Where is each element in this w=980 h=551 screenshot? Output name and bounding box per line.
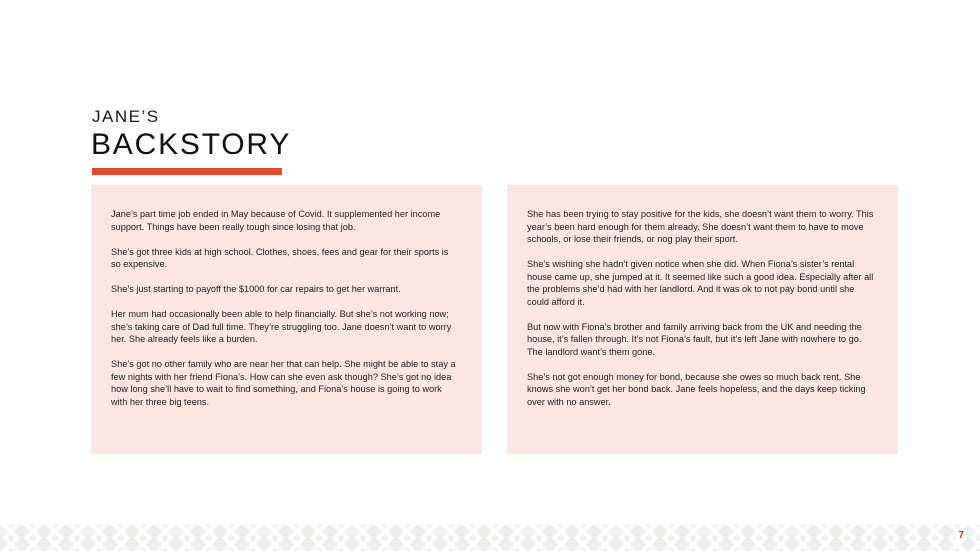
left-text-panel [91, 185, 482, 454]
left-paragraph-3: She’s just starting to payoff the $1000 for car repairs to get her warrant. [111, 284, 401, 294]
right-paragraph-4: She’s not got enough money for bond, because she owes so much back rent. She knows she won’t get her bond back. Jane feels hopeless, and the days keep ticking over with no answer. [527, 371, 866, 407]
title-eyebrow: JANE’S [92, 107, 160, 126]
right-paragraph-1: She has been trying to stay positive for the kids, she doesn’t want them to worry. This year’s been hard enough for them already. She doesn’t want them to have to move schools, or lose their friends, or nog play their sport. [527, 209, 874, 244]
page-number: 7 [958, 530, 964, 541]
title-underline-bar [92, 168, 282, 175]
left-paragraph-1: Jane’s part time job ended in May because of Covid. It supplemented her income support. Things have been really tough since losing that job. [111, 209, 441, 232]
right-paragraph-2: She’s wishing she hadn’t given notice when she did. When Fiona’s sister’s rental house came up, she jumped at it. It seemed like such a good idea. Especially after all the problems she’d had with her landlord. And it was ok to not pay bond until she could afford it. [527, 259, 874, 307]
right-text-panel [507, 185, 898, 454]
right-paragraph-3: But now with Fiona’s brother and family arriving back from the UK and needing the house, it’s fallen through. It’s not Fiona’s fault, but it’s left Jane with nowhere to go. The landlord want’s them gone. [527, 321, 862, 357]
left-paragraph-2: She’s got three kids at high school. Clothes, shoes, fees and gear for their sports is so expensive. [111, 246, 449, 269]
footer-pattern-band [0, 525, 980, 551]
left-paragraph-4: Her mum had occasionally been able to help financially. But she’s not working now; she’s taking care of Dad full time. They’re struggling too. Jane doesn’t want to worry her. She already feels like a burden. [111, 309, 452, 344]
page-title: BACKSTORY [91, 128, 292, 161]
left-paragraph-5: She’s got no other family who are near her that can help. She might be able to stay a few nights with her friend Fiona’s. How can she even ask though? She’s got no idea how long she’ll have to wait to find something, and Fiona’s house is going to work with her three big teens. [111, 359, 456, 407]
